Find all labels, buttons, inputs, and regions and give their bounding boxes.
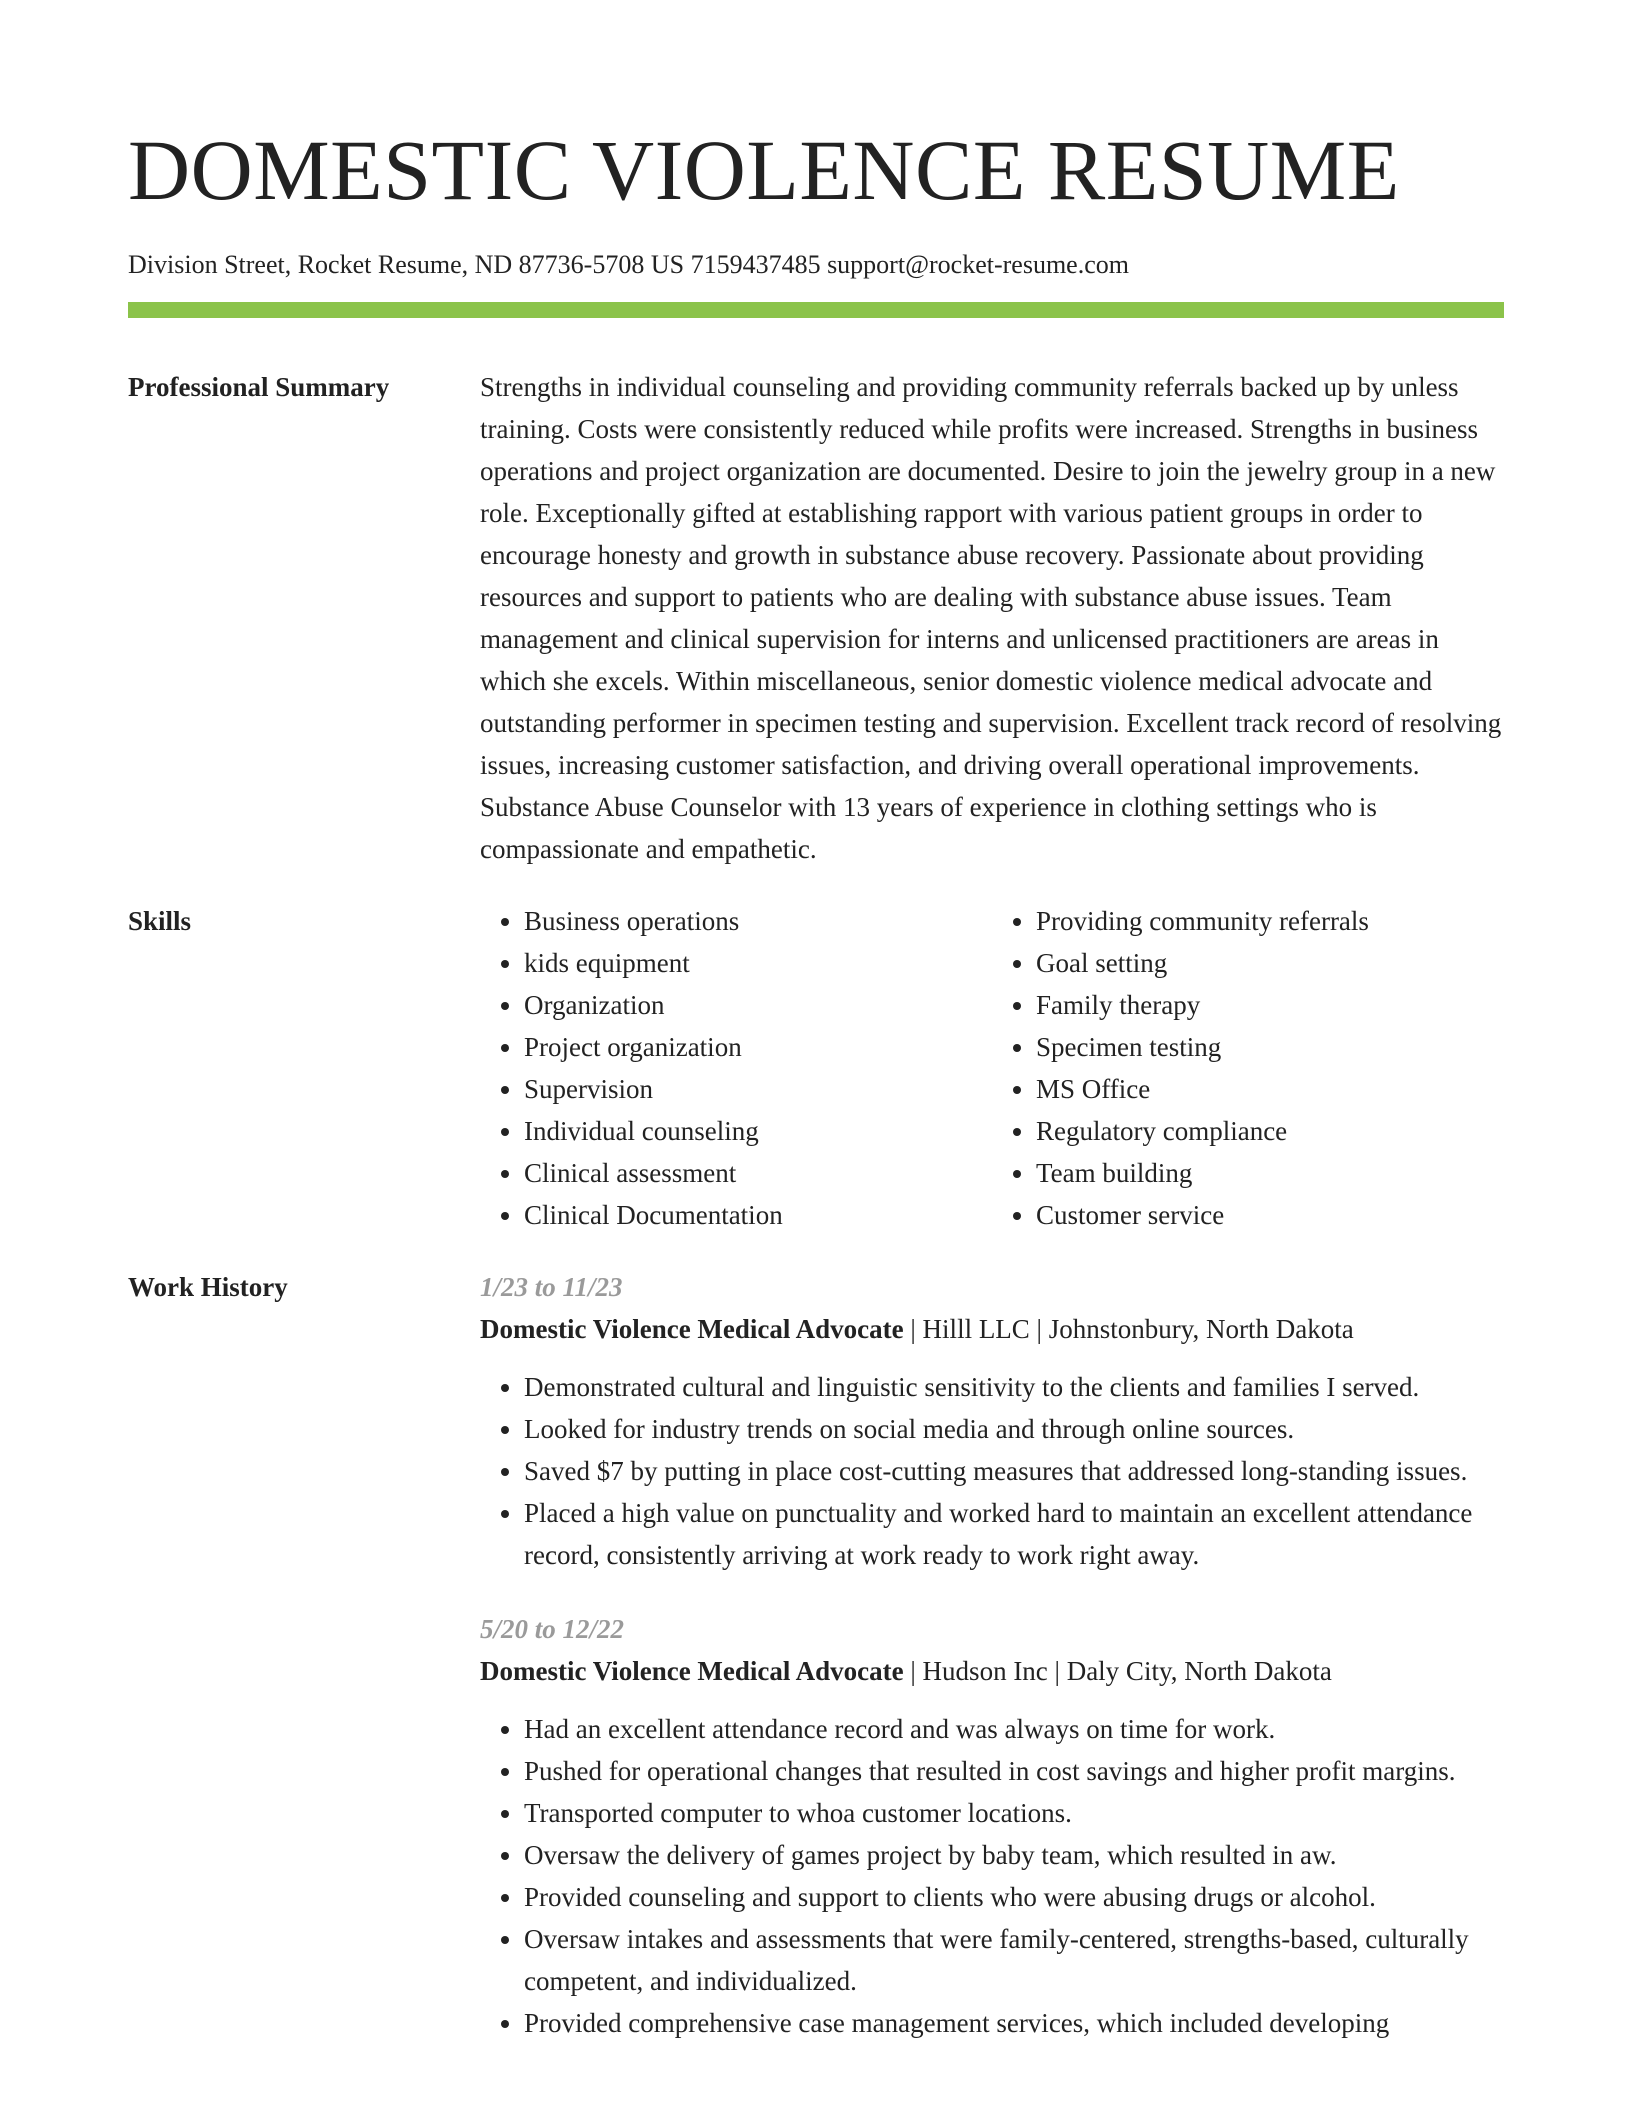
job-employer-location: | Hilll LLC | Johnstonbury, North Dakota (903, 1314, 1354, 1344)
skill-item: • Regulatory compliance (1036, 1110, 1504, 1152)
job-bullet: • Had an excellent attendance record and was always on time for work. (524, 1708, 1504, 1750)
job-dates: 1/23 to 11/23 (480, 1272, 623, 1302)
job-bullet-list (480, 1708, 1504, 2044)
skill-item: • Clinical Documentation (524, 1194, 992, 1236)
skill-item: • Goal setting (1036, 942, 1504, 984)
job-entry (480, 1608, 1504, 2044)
skill-item: • Family therapy (1036, 984, 1504, 1026)
professional-summary-section (128, 366, 1504, 870)
job-bullet: • Saved $7 by putting in place cost-cutting measures that addressed long-standing issues. (524, 1450, 1504, 1492)
section-title-work: Work History (128, 1272, 288, 1302)
skill-item: • Clinical assessment (524, 1152, 992, 1194)
summary-text: Strengths in individual counseling and providing community referrals backed up by unless training. Costs were consistently reduced while profits were increased. Strengths in business operations and project organization are documented. Desire to join the jewelry group in a new role. Exceptionally gifted at establishing rapport with various patient groups in order to encourage honesty and growth in substance abuse recovery. Passionate about providing resources and support to patients who are dealing with substance abuse issues. Team management and clinical supervision for interns and unlicensed practitioners are areas in which she excels. Within miscellaneous, senior domestic violence medical advocate and outstanding performer in specimen testing and supervision. Excellent track record of resolving issues, increasing customer satisfaction, and driving overall operational improvements. Substance Abuse Counselor with 13 years of experience in clothing settings who is compassionate and empathetic. (480, 372, 1502, 864)
skill-item: • Individual counseling (524, 1110, 992, 1152)
skill-item: • Project organization (524, 1026, 992, 1068)
skill-item: • Providing community referrals (1036, 900, 1504, 942)
contact-line: Division Street, Rocket Resume, ND 87736-5708 US 7159437485 support@rocket-resume.com (128, 250, 1129, 279)
skill-item: • Team building (1036, 1152, 1504, 1194)
work-history-section (128, 1266, 1504, 2076)
job-bullet-list (480, 1366, 1504, 1576)
job-heading (480, 1308, 1504, 1350)
job-heading (480, 1650, 1504, 1692)
job-bullet: • Provided counseling and support to clients who were abusing drugs or alcohol. (524, 1876, 1504, 1918)
skills-list-left (480, 900, 992, 1236)
skills-list-right (992, 900, 1504, 1236)
skill-item: • Organization (524, 984, 992, 1026)
job-title: Domestic Violence Medical Advocate (480, 1314, 904, 1344)
job-bullet: • Oversaw intakes and assessments that were family-centered, strengths-based, culturally competent, and individualized. (524, 1918, 1504, 2002)
job-title: Domestic Violence Medical Advocate (480, 1656, 904, 1686)
job-dates: 5/20 to 12/22 (480, 1614, 625, 1644)
job-bullet: • Provided comprehensive case management services, which included developing (524, 2002, 1504, 2044)
job-bullet: • Transported computer to whoa customer locations. (524, 1792, 1504, 1834)
header-divider (128, 302, 1504, 318)
section-title-skills: Skills (128, 906, 192, 936)
skill-item: • Business operations (524, 900, 992, 942)
job-employer-location: | Hudson Inc | Daly City, North Dakota (903, 1656, 1332, 1686)
skill-item: • Supervision (524, 1068, 992, 1110)
resume-page (128, 0, 1504, 2076)
job-bullet: • Pushed for operational changes that resulted in cost savings and higher profit margins. (524, 1750, 1504, 1792)
job-bullet: • Looked for industry trends on social media and through online sources. (524, 1408, 1504, 1450)
job-entry (480, 1266, 1504, 1576)
skill-item: • Customer service (1036, 1194, 1504, 1236)
resume-name: DOMESTIC VIOLENCE RESUME (128, 122, 1400, 218)
skills-section (128, 900, 1504, 1236)
job-bullet: • Oversaw the delivery of games project by baby team, which resulted in aw. (524, 1834, 1504, 1876)
section-title-summary: Professional Summary (128, 372, 390, 402)
job-bullet: • Demonstrated cultural and linguistic sensitivity to the clients and families I served. (524, 1366, 1504, 1408)
job-bullet: • Placed a high value on punctuality and worked hard to maintain an excellent attendance record, consistently arriving at work ready to work right away. (524, 1492, 1504, 1576)
skill-item: • Specimen testing (1036, 1026, 1504, 1068)
skill-item: • MS Office (1036, 1068, 1504, 1110)
skill-item: • kids equipment (524, 942, 992, 984)
